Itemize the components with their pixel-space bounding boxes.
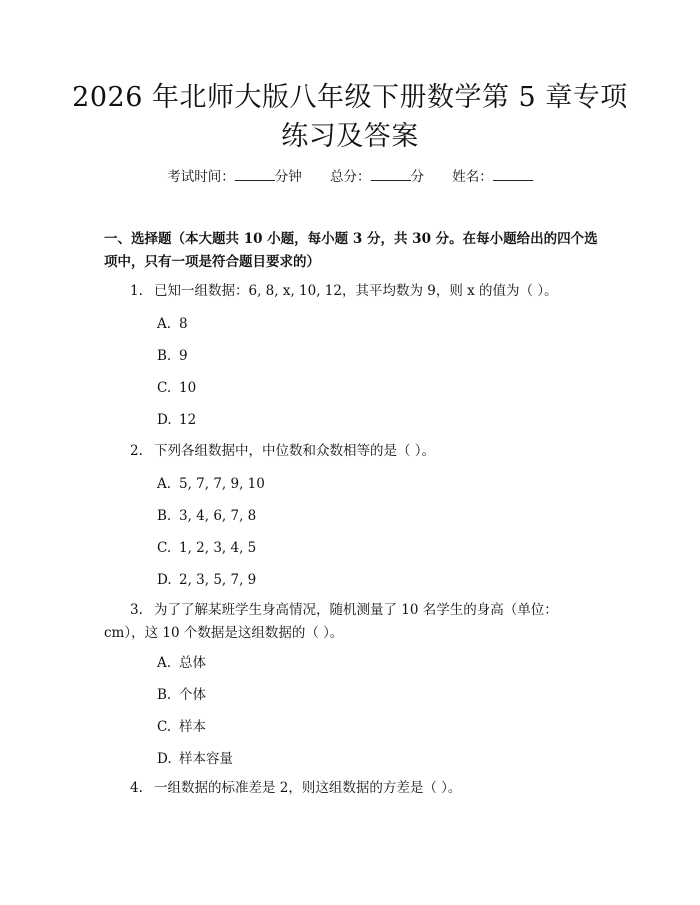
- option-2b: [157, 506, 256, 526]
- question-2: [104, 440, 594, 463]
- option-letter: B.: [157, 348, 172, 364]
- section-heading-line-1: 一、选择题（本大题共 10 小题，每小题 3 分，共 30 分。在每小题给出的四个选: [104, 231, 598, 247]
- question-stem: 已知一组数据：6, 8, x, 10, 12，其平均数为 9，则 x 的值为（ ）。: [154, 283, 558, 299]
- option-2a: [157, 474, 265, 494]
- option-1b: [157, 346, 188, 366]
- document-title: [70, 78, 630, 156]
- option-letter: A.: [157, 655, 172, 671]
- question-3: [104, 599, 594, 645]
- question-number: 2.: [130, 443, 143, 459]
- exam-info-line: [0, 167, 700, 187]
- option-text: 个体: [179, 687, 206, 703]
- option-letter: D.: [157, 412, 172, 428]
- option-text: 5, 7, 7, 9, 10: [179, 476, 265, 492]
- option-3d: [157, 749, 233, 769]
- question-stem: 一组数据的标准差是 2，则这组数据的方差是（ ）。: [154, 780, 462, 796]
- option-3a: [157, 653, 206, 673]
- option-letter: C.: [157, 719, 172, 735]
- option-text: 3, 4, 6, 7, 8: [179, 508, 257, 524]
- name-field: [452, 167, 533, 187]
- option-1a: [157, 314, 188, 334]
- total-score-unit: 分: [410, 169, 424, 185]
- option-1c: [157, 378, 196, 398]
- question-stem-line-1: [104, 599, 594, 622]
- option-letter: D.: [157, 751, 172, 767]
- question-stem-part-1: 为了了解某班学生身高情况，随机测量了 10 名学生的身高（单位：: [154, 602, 558, 618]
- option-text: 10: [179, 380, 197, 396]
- option-letter: C.: [157, 540, 172, 556]
- option-3c: [157, 717, 206, 737]
- option-text: 总体: [179, 655, 206, 671]
- exam-time-field: [167, 167, 302, 187]
- option-letter: A.: [157, 316, 172, 332]
- option-text: 8: [179, 316, 188, 332]
- exam-time-label: 考试时间：: [167, 169, 235, 185]
- question-stem: 下列各组数据中，中位数和众数相等的是（ ）。: [154, 443, 436, 459]
- option-letter: A.: [157, 476, 172, 492]
- option-letter: B.: [157, 687, 172, 703]
- option-letter: D.: [157, 572, 172, 588]
- name-blank: [493, 167, 533, 181]
- question-1: [104, 280, 594, 303]
- question-4: [104, 777, 594, 800]
- question-stem-line-2: cm），这 10 个数据是这组数据的（ ）。: [104, 625, 344, 641]
- section-heading-multiple-choice: [104, 228, 604, 274]
- option-1d: [157, 410, 196, 430]
- option-text: 1, 2, 3, 4, 5: [179, 540, 257, 556]
- exam-time-blank: [235, 167, 275, 181]
- option-3b: [157, 685, 206, 705]
- total-score-blank: [371, 167, 411, 181]
- option-letter: C.: [157, 380, 172, 396]
- title-line-1: 2026 年北师大版八年级下册数学第 5 章专项: [72, 82, 628, 113]
- question-number: 3.: [130, 602, 143, 618]
- option-text: 9: [179, 348, 188, 364]
- exam-time-unit: 分钟: [274, 169, 302, 185]
- option-text: 样本: [179, 719, 206, 735]
- question-number: 4.: [130, 780, 143, 796]
- section-heading-line-2: 项中，只有一项是符合题目要求的）: [104, 254, 320, 270]
- option-text: 12: [179, 412, 197, 428]
- option-text: 样本容量: [179, 751, 233, 767]
- name-label: 姓名：: [452, 169, 493, 185]
- total-score-field: [330, 167, 424, 187]
- option-text: 2, 3, 5, 7, 9: [179, 572, 257, 588]
- option-2c: [157, 538, 256, 558]
- title-line-2: 练习及答案: [281, 121, 419, 152]
- option-2d: [157, 570, 256, 590]
- total-score-label: 总分：: [330, 169, 371, 185]
- question-number: 1.: [130, 283, 143, 299]
- option-letter: B.: [157, 508, 172, 524]
